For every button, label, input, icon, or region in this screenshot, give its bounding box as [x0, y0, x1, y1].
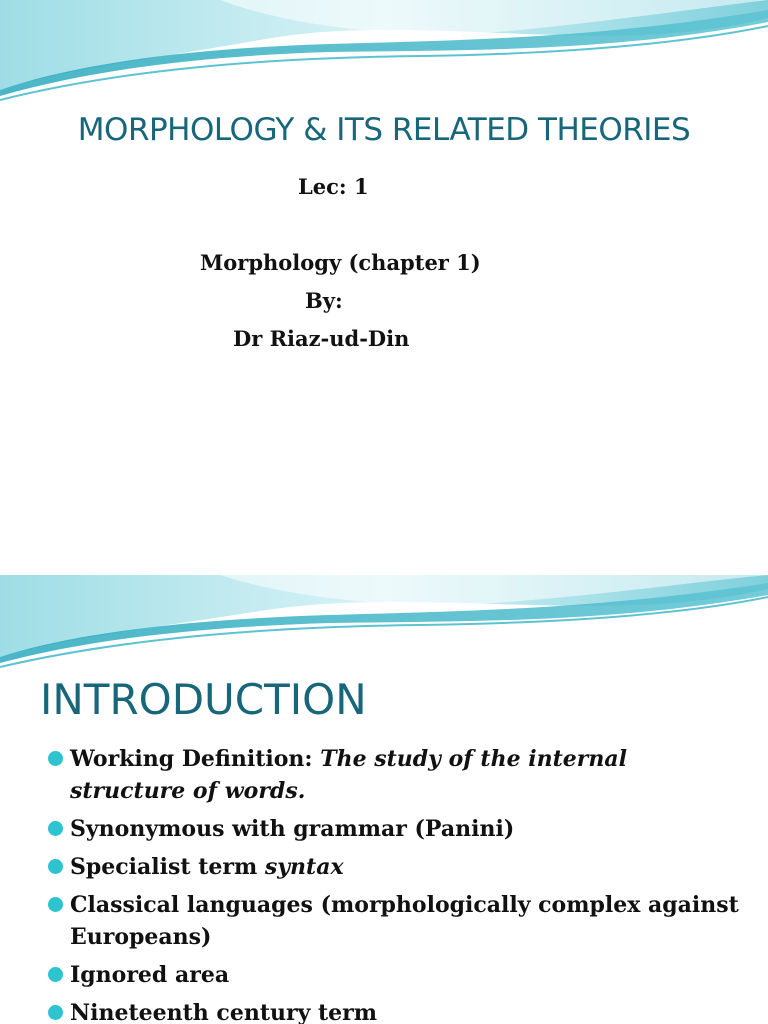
bullet-dot-icon [48, 859, 63, 874]
slide-divider [0, 563, 768, 575]
by-label: By: [305, 288, 343, 313]
bullet-dot-icon [48, 821, 63, 836]
bullet-dot-icon [48, 1005, 63, 1020]
bullet-dot-icon [48, 967, 63, 982]
list-item: Ignored area [48, 959, 748, 991]
bullet-dot-icon [48, 897, 63, 912]
list-item: Synonymous with grammar (Panini) [48, 813, 748, 845]
list-item: Working Definition: The study of the internal structure of words. [48, 743, 748, 807]
bullet-dot-icon [48, 751, 63, 766]
slide-title: MORPHOLOGY & ITS RELATED THEORIES [77, 112, 691, 148]
topic-line: Morphology (chapter 1) [200, 250, 481, 275]
header-wave-graphic [0, 0, 768, 110]
slide-title: INTRODUCTION [40, 675, 367, 724]
introduction-slide [0, 575, 768, 1024]
header-wave-graphic [0, 575, 768, 670]
lecture-number: Lec: 1 [298, 174, 369, 199]
list-item: Specialist term syntax [48, 851, 748, 883]
author-name: Dr Riaz-ud-Din [233, 326, 410, 351]
list-item: Nineteenth century term [48, 997, 748, 1024]
list-item: Classical languages (morphologically complex against Europeans) [48, 889, 748, 953]
bullet-list [48, 743, 748, 1024]
